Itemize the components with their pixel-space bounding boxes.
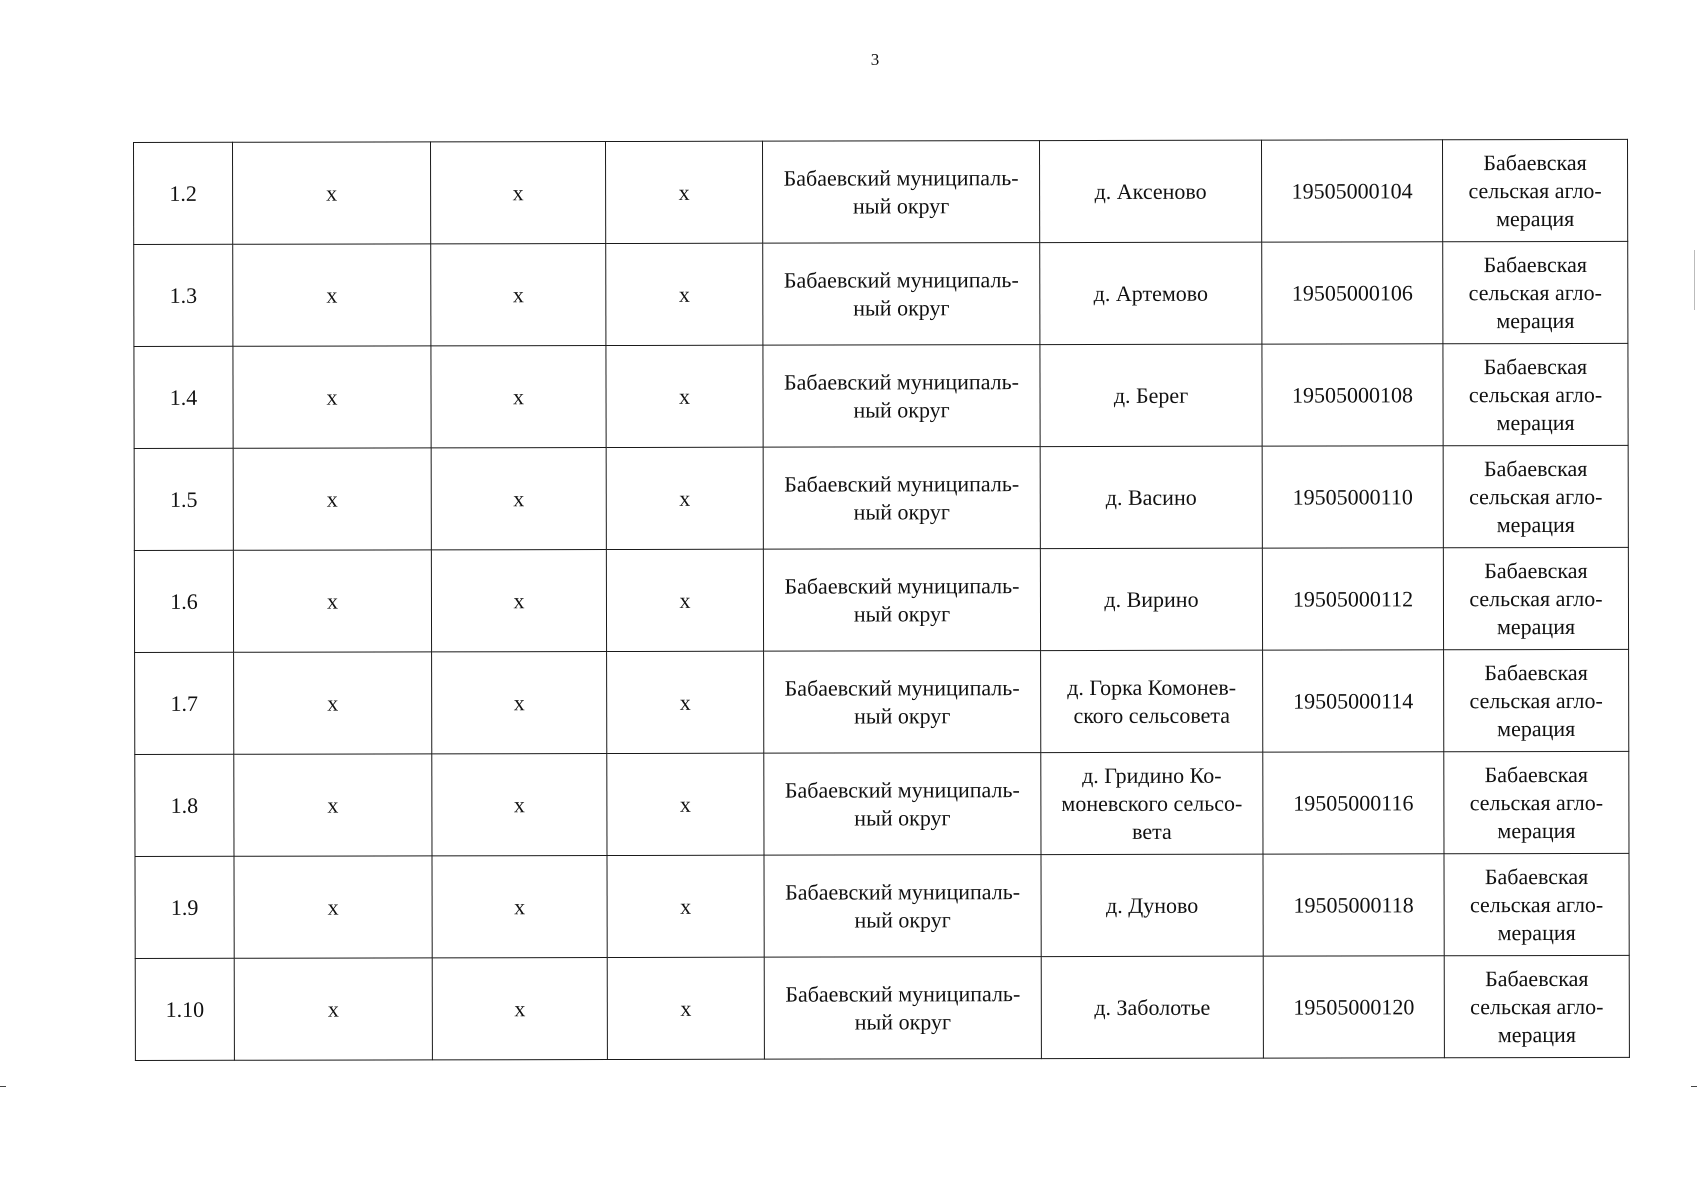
- x-cell: x: [233, 244, 431, 346]
- district-cell: Бабаевский муниципаль- ный округ: [763, 447, 1040, 550]
- table-body: [134, 139, 1630, 1060]
- table-row: [134, 343, 1628, 448]
- settlement-cell: д. Гридино Ко- моневского сельсо- вета: [1041, 752, 1263, 854]
- table-row: [135, 649, 1629, 754]
- x-cell: x: [431, 244, 606, 346]
- agglomeration-cell: Бабаевская сельская агло- мерация: [1444, 751, 1629, 853]
- settlement-cell: д. Аксеново: [1039, 140, 1261, 242]
- x-cell: x: [431, 346, 606, 448]
- code-cell: 19505000108: [1262, 344, 1443, 446]
- row-number-cell: 1.9: [135, 856, 234, 958]
- agglomeration-cell: Бабаевская сельская агло- мерация: [1444, 853, 1629, 955]
- code-cell: 19505000104: [1261, 140, 1442, 242]
- table-row: [135, 955, 1629, 1060]
- x-cell: x: [606, 243, 763, 345]
- settlement-cell: д. Артемово: [1040, 242, 1262, 344]
- agglomeration-cell: Бабаевская сельская агло- мерация: [1443, 547, 1628, 649]
- right-margin-mark: [1691, 1086, 1697, 1087]
- settlements-table: [133, 139, 1630, 1061]
- district-cell: Бабаевский муниципаль- ный округ: [763, 243, 1040, 346]
- table-row: [134, 445, 1628, 550]
- code-cell: 19505000118: [1263, 854, 1444, 956]
- x-cell: x: [606, 345, 763, 447]
- x-cell: x: [607, 957, 764, 1059]
- code-cell: 19505000114: [1263, 650, 1444, 752]
- row-number-cell: 1.3: [134, 244, 233, 346]
- row-number-cell: 1.10: [135, 958, 234, 1060]
- x-cell: x: [233, 142, 431, 244]
- x-cell: x: [607, 651, 764, 753]
- x-cell: x: [606, 447, 763, 549]
- x-cell: x: [233, 550, 431, 652]
- agglomeration-cell: Бабаевская сельская агло- мерация: [1444, 649, 1629, 751]
- settlement-cell: д. Горка Комонев- ского сельсовета: [1041, 650, 1263, 752]
- agglomeration-cell: Бабаевская сельская агло- мерация: [1442, 139, 1627, 241]
- x-cell: x: [234, 856, 432, 958]
- row-number-cell: 1.8: [135, 754, 234, 856]
- district-cell: Бабаевский муниципаль- ный округ: [762, 141, 1039, 244]
- settlement-cell: д. Дуново: [1041, 854, 1263, 956]
- row-number-cell: 1.6: [134, 550, 233, 652]
- agglomeration-cell: Бабаевская сельская агло- мерация: [1443, 241, 1628, 343]
- x-cell: x: [233, 346, 431, 448]
- code-cell: 19505000110: [1262, 446, 1443, 548]
- settlement-cell: д. Васино: [1040, 446, 1262, 548]
- agglomeration-cell: Бабаевская сельская агло- мерация: [1443, 445, 1628, 547]
- x-cell: x: [432, 754, 607, 856]
- x-cell: x: [432, 652, 607, 754]
- table-row: [134, 547, 1628, 652]
- x-cell: x: [233, 448, 431, 550]
- x-cell: x: [432, 958, 607, 1060]
- x-cell: x: [234, 754, 432, 856]
- district-cell: Бабаевский муниципаль- ный округ: [764, 957, 1041, 1060]
- x-cell: x: [606, 549, 763, 651]
- table-row: [134, 139, 1628, 244]
- district-cell: Бабаевский муниципаль- ный округ: [764, 855, 1041, 958]
- district-cell: Бабаевский муниципаль- ный округ: [763, 345, 1040, 448]
- row-number-cell: 1.5: [134, 448, 233, 550]
- x-cell: x: [607, 753, 764, 855]
- row-number-cell: 1.7: [135, 652, 234, 754]
- agglomeration-cell: Бабаевская сельская агло- мерация: [1443, 343, 1628, 445]
- code-cell: 19505000116: [1263, 752, 1444, 854]
- settlement-cell: д. Заболотье: [1041, 956, 1263, 1058]
- code-cell: 19505000120: [1263, 956, 1444, 1058]
- district-cell: Бабаевский муниципаль- ный округ: [763, 549, 1040, 652]
- row-number-cell: 1.4: [134, 346, 233, 448]
- row-number-cell: 1.2: [134, 142, 233, 244]
- district-cell: Бабаевский муниципаль- ный округ: [764, 753, 1041, 856]
- district-cell: Бабаевский муниципаль- ный округ: [764, 651, 1041, 754]
- left-margin-mark: [0, 1086, 6, 1087]
- code-cell: 19505000106: [1262, 242, 1443, 344]
- x-cell: x: [432, 856, 607, 958]
- table-row: [135, 853, 1629, 958]
- x-cell: x: [607, 855, 764, 957]
- x-cell: x: [234, 652, 432, 754]
- x-cell: x: [606, 141, 763, 243]
- settlement-cell: д. Вирино: [1040, 548, 1262, 650]
- x-cell: x: [431, 550, 606, 652]
- page-number: 3: [870, 50, 880, 69]
- code-cell: 19505000112: [1262, 548, 1443, 650]
- x-cell: x: [234, 958, 432, 1060]
- settlement-cell: д. Берег: [1040, 344, 1262, 446]
- right-edge-tick: [1694, 250, 1695, 310]
- table-row: [135, 751, 1629, 856]
- table-row: [134, 241, 1628, 346]
- x-cell: x: [431, 142, 606, 244]
- agglomeration-cell: Бабаевская сельская агло- мерация: [1444, 955, 1629, 1057]
- x-cell: x: [431, 448, 606, 550]
